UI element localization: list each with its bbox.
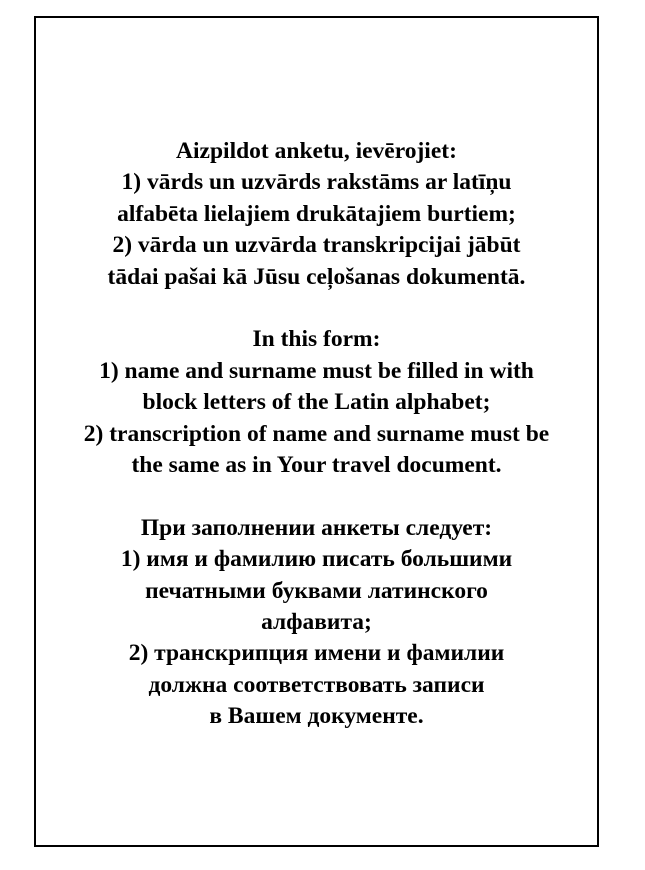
english-rule-1-line-2: block letters of the Latin alphabet; bbox=[142, 389, 491, 416]
english-rule-2-line-1: 2) transcription of name and surname must be bbox=[83, 420, 550, 447]
latvian-instructions bbox=[36, 136, 597, 293]
instruction-box bbox=[34, 16, 599, 847]
latvian-rule-1-line-2: alfabēta lielajiem drukātajiem burtiem; bbox=[117, 200, 516, 227]
instructions-text bbox=[36, 136, 597, 733]
english-rule-2-line-2: the same as in Your travel document. bbox=[131, 452, 502, 479]
english-heading: In this form: bbox=[252, 326, 381, 353]
latvian-heading: Aizpildot anketu, ievērojiet: bbox=[176, 138, 457, 164]
russian-instructions bbox=[36, 513, 597, 733]
english-instructions bbox=[36, 324, 597, 481]
latvian-rule-2-line-1: 2) vārda un uzvārda transkripcijai jābūt bbox=[112, 232, 521, 259]
russian-rule-1-line-1: 1) имя и фамилию писать большими bbox=[120, 546, 513, 573]
latvian-rule-2-line-2: tādai pašai kā Jūsu ceļošanas dokumentā. bbox=[107, 263, 526, 290]
latvian-rule-1-line-1: 1) vārds un uzvārds rakstāms ar latīņu bbox=[121, 169, 512, 196]
russian-rule-2-line-1: 2) транскрипция имени и фамилии bbox=[128, 640, 505, 667]
english-rule-1-line-1: 1) name and surname must be filled in with bbox=[99, 357, 534, 384]
russian-rule-1-line-3: алфавита; bbox=[261, 609, 372, 636]
russian-heading: При заполнении анкеты следует: bbox=[140, 514, 493, 541]
russian-rule-1-line-2: печатными буквами латинского bbox=[145, 577, 488, 604]
russian-rule-2-line-3: в Вашем документе. bbox=[209, 703, 424, 730]
russian-rule-2-line-2: должна соответствовать записи bbox=[148, 671, 485, 698]
